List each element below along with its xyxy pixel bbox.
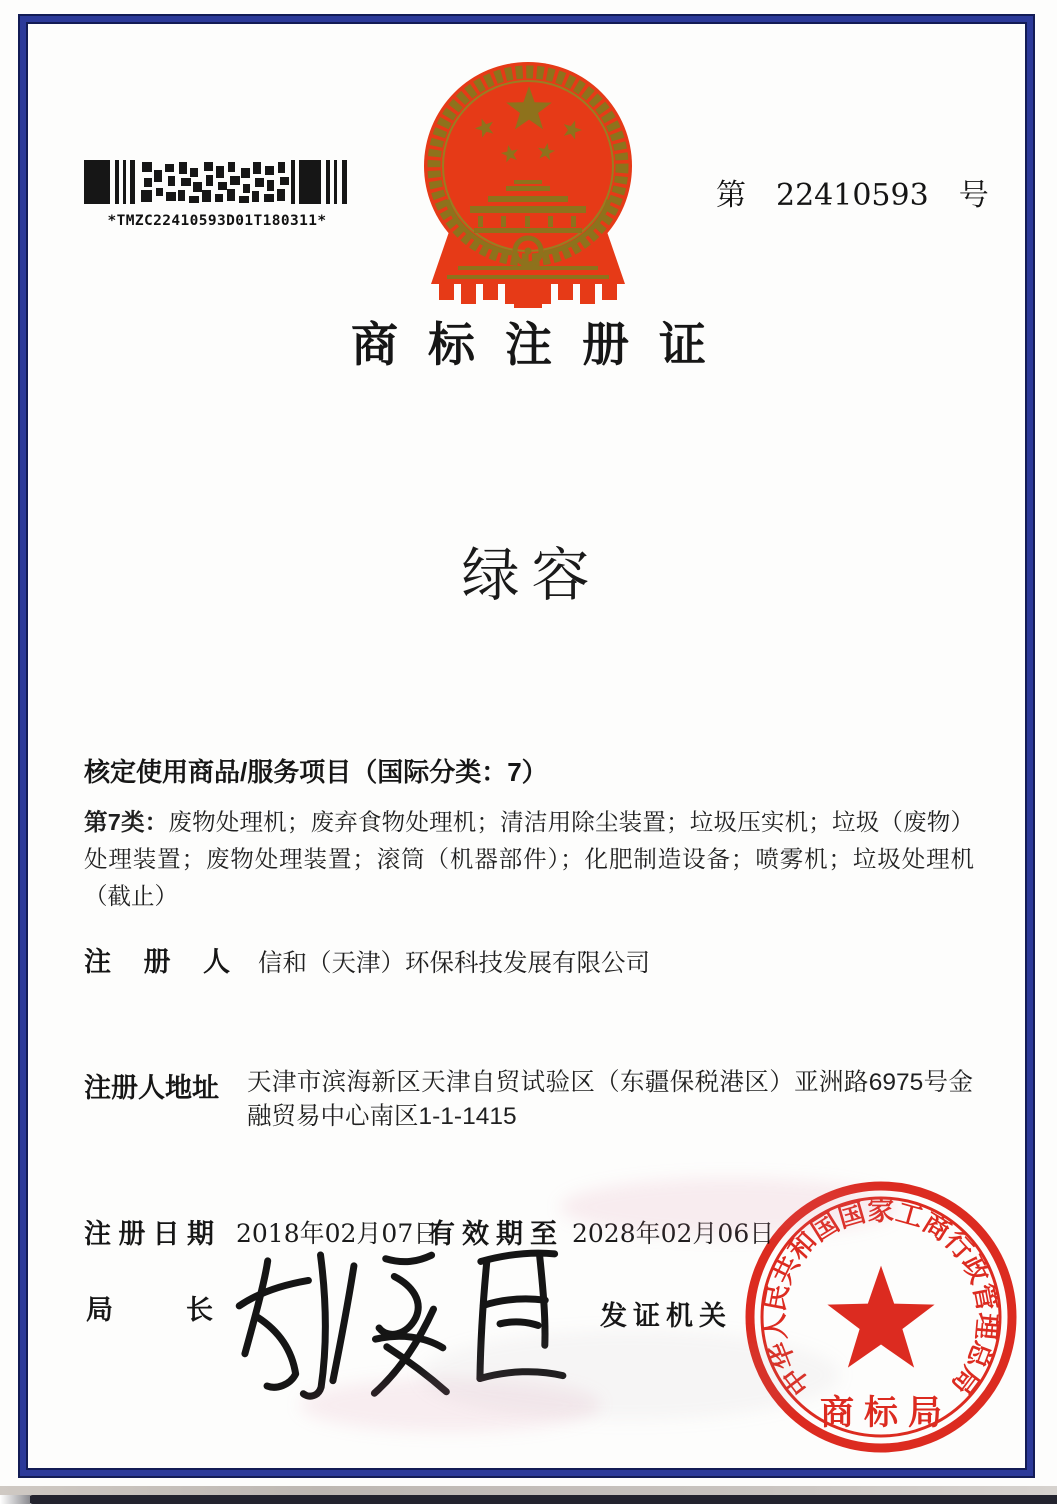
registrant-address: 天津市滨海新区天津自贸试验区（东疆保税港区）亚洲路6975号金融贸易中心南区1-1-1415 bbox=[247, 1069, 973, 1130]
certificate-number bbox=[716, 170, 989, 214]
goods-class-label: 第7类： bbox=[84, 809, 169, 835]
address-label: 注册人地址 bbox=[84, 1073, 219, 1103]
registration-date: 2018年02月07日 bbox=[236, 1219, 439, 1248]
director-label-char1: 局 bbox=[86, 1295, 113, 1325]
registrant-label: 注 册 人 bbox=[84, 947, 230, 977]
seal-bottom-text: 商标局 bbox=[820, 1394, 952, 1432]
barcode-block bbox=[84, 158, 350, 229]
barcode-caption: *TMZC22410593D01T180311* bbox=[107, 213, 327, 229]
ink-smudge bbox=[560, 1178, 900, 1236]
registration-date-label: 注 册 日 期 bbox=[84, 1219, 214, 1249]
national-emblem-icon bbox=[417, 50, 639, 314]
valid-until-date: 2028年02月06日 bbox=[572, 1219, 775, 1248]
scan-page-edge bbox=[28, 1495, 1057, 1504]
registrant-row bbox=[84, 940, 650, 979]
certificate-title: 商标注册证 bbox=[351, 318, 736, 373]
goods-items: 废物处理机；废弃食物处理机；清洁用除尘装置；垃圾压实机；垃圾（废物）处理装置；废物处理装置；滚筒（机器部件）；化肥制造设备；喷雾机；垃圾处理机（截止） bbox=[84, 809, 974, 909]
ink-smudge bbox=[420, 1330, 840, 1420]
certificate-number-value: 22410593 bbox=[776, 178, 929, 213]
director-label-char2: 长 bbox=[186, 1295, 213, 1325]
goods-services-heading: 核定使用商品/服务项目（国际分类：7） bbox=[84, 757, 548, 787]
barcode-icon bbox=[84, 158, 350, 206]
trademark-name: 绿容 bbox=[461, 541, 602, 609]
valid-until-label: 有效期至 bbox=[428, 1219, 564, 1249]
issuing-authority-label: 发证机关 bbox=[600, 1301, 732, 1331]
goods-services-list bbox=[84, 804, 974, 915]
scan-page-edge-fade bbox=[0, 1495, 30, 1504]
seal-ring-text: 中华人民共和国国家工商行政管理总局 bbox=[759, 1195, 1003, 1401]
certificate-number-prefix: 第 bbox=[716, 178, 746, 213]
registrant-address-row bbox=[84, 1066, 973, 1134]
registrant-name: 信和（天津）环保科技发展有限公司 bbox=[258, 950, 650, 977]
certificate-number-suffix: 号 bbox=[958, 178, 989, 213]
